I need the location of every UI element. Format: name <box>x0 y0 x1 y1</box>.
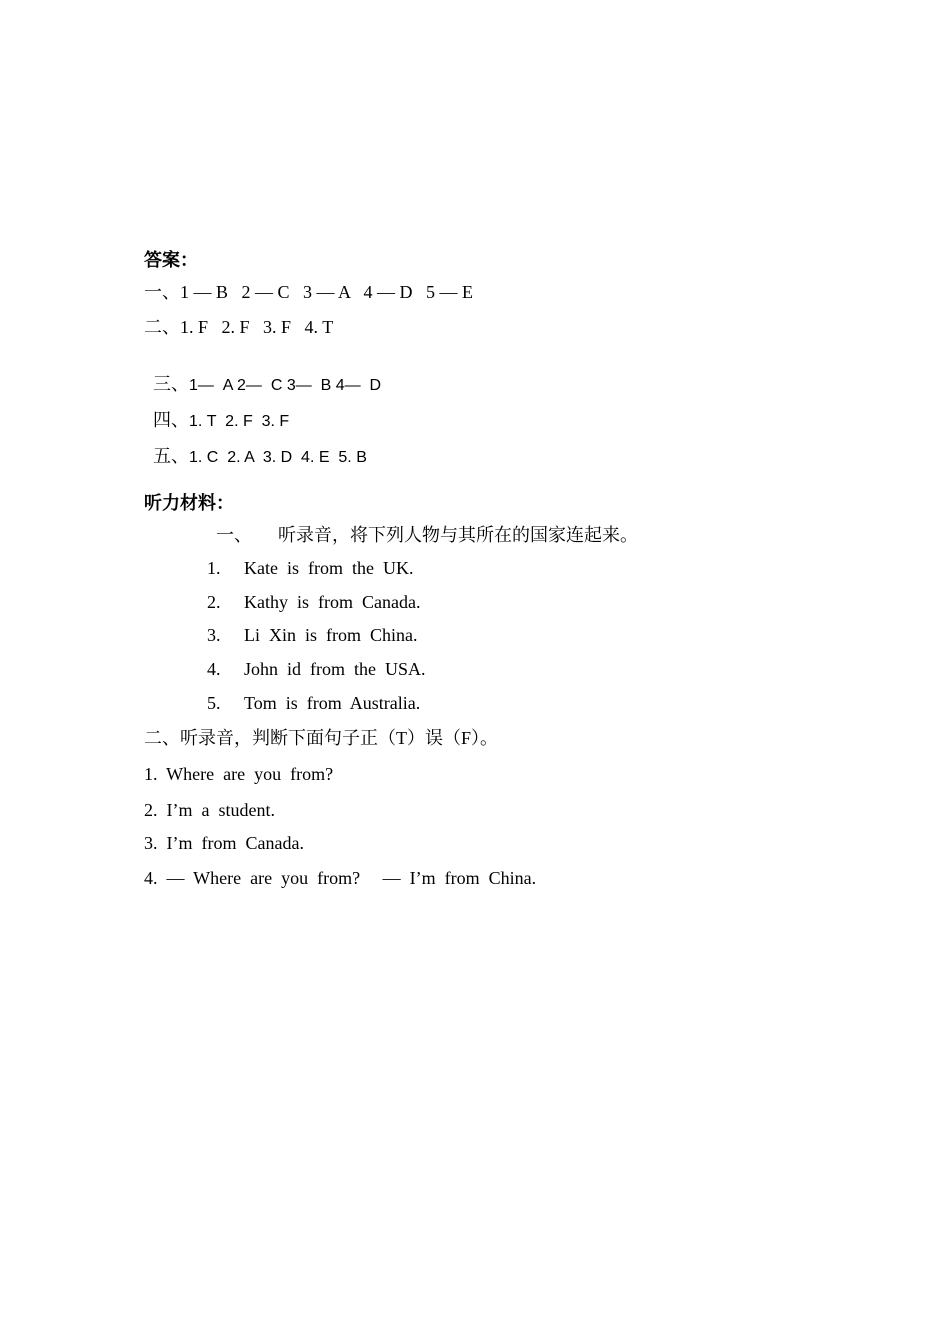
answer-line-3-text: 1— A 2— C 3— B 4— D <box>189 377 382 394</box>
answers-heading: 答案： <box>144 250 198 270</box>
answer-line-3-prefix: 三、 <box>153 374 189 394</box>
section1-item-number: 3. <box>207 625 221 645</box>
section1-item-number: 4. <box>207 659 221 679</box>
listening-heading: 听力材料： <box>144 493 234 513</box>
section1-label: 一、 <box>216 525 252 545</box>
answer-line-5 <box>144 423 367 469</box>
section1-title: 听录音，将下列人物与其所在的国家连起来。 <box>278 525 638 545</box>
answer-line-4-text: 1. T 2. F 3. F <box>189 413 290 430</box>
section1-item-text: Tom is from Australia. <box>244 693 421 713</box>
section1-item-number: 5. <box>207 693 221 713</box>
section1-item-text: John id from the USA. <box>244 659 426 679</box>
section2-item: 4. — Where are you from? — I’m from China. <box>144 868 537 888</box>
section1-item-text: Kate is from the UK. <box>244 558 414 578</box>
section1-item-number: 2. <box>207 592 221 612</box>
section2-title: 二、听录音，判断下面句子正（T）误（F）。 <box>144 728 499 748</box>
section2-item: 1. Where are you from? <box>144 764 334 784</box>
answer-line-5-prefix: 五、 <box>153 446 189 466</box>
section1-item-number: 1. <box>207 558 221 578</box>
answer-line-2: 二、1. F 2. F 3. F 4. T <box>144 317 334 337</box>
section1-item-text: Kathy is from Canada. <box>244 592 421 612</box>
section2-item: 2. I’m a student. <box>144 800 275 820</box>
section1-item-text: Li Xin is from China. <box>244 625 418 645</box>
answer-line-1: 一、1 — B 2 — C 3 — A 4 — D 5 — E <box>144 282 474 302</box>
answer-line-5-text: 1. C 2. A 3. D 4. E 5. B <box>189 449 367 466</box>
section2-item: 3. I’m from Canada. <box>144 833 304 853</box>
answer-line-4-prefix: 四、 <box>153 410 189 430</box>
